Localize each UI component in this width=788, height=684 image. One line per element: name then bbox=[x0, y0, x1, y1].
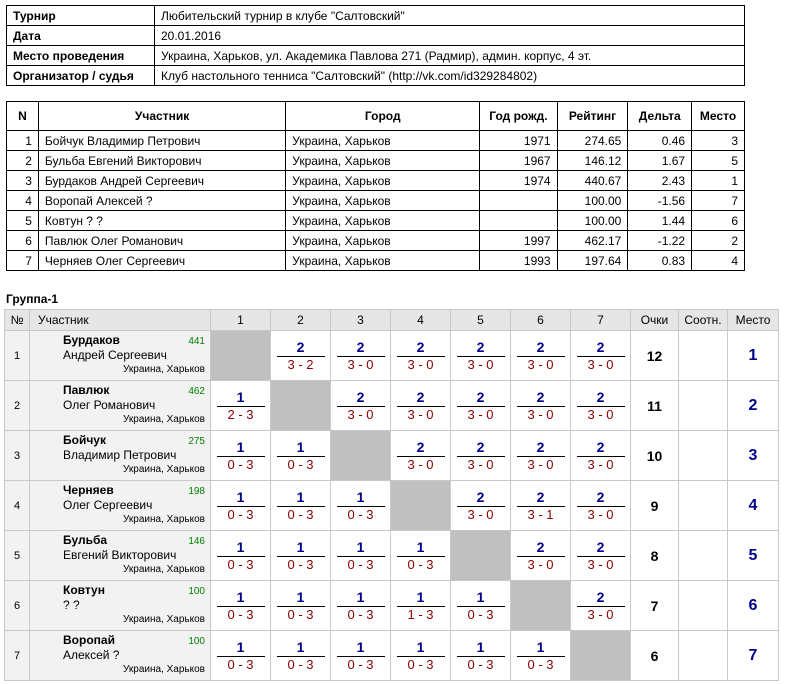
match-score: 3 - 0 bbox=[527, 357, 554, 373]
player-last-name: Бульба bbox=[63, 533, 108, 547]
match-cell bbox=[511, 381, 571, 431]
info-row bbox=[7, 26, 745, 46]
self-cell bbox=[211, 331, 271, 381]
sootn-cell bbox=[679, 531, 728, 581]
group-header-opponent: 4 bbox=[391, 310, 451, 331]
match-points: 1 bbox=[356, 488, 365, 505]
player-last-name: Ковтун bbox=[63, 583, 105, 597]
match-cell bbox=[511, 531, 571, 581]
match-points: 1 bbox=[356, 638, 365, 655]
match-points: 1 bbox=[356, 538, 365, 555]
participant-cell: 274.65 bbox=[557, 131, 628, 151]
participant-cell: 462.17 bbox=[557, 231, 628, 251]
match-score: 0 - 3 bbox=[527, 657, 554, 673]
match-points: 2 bbox=[596, 488, 605, 505]
group-title: Группа-1 bbox=[6, 292, 59, 306]
match-score: 3 - 0 bbox=[587, 407, 614, 423]
player-rating: 462 bbox=[188, 386, 205, 397]
match-score: 3 - 0 bbox=[347, 357, 374, 373]
participant-cell: Украина, Харьков bbox=[286, 211, 480, 231]
match-cell bbox=[271, 431, 331, 481]
player-rating: 146 bbox=[188, 536, 205, 547]
final-place: 7 bbox=[728, 631, 779, 681]
match-cell bbox=[391, 531, 451, 581]
total-points: 8 bbox=[631, 531, 679, 581]
match-cell bbox=[391, 581, 451, 631]
participant-row bbox=[7, 211, 745, 231]
participant-cell: 1974 bbox=[480, 171, 557, 191]
participant-cell: -1.56 bbox=[628, 191, 692, 211]
match-points: 2 bbox=[356, 338, 365, 355]
total-points: 6 bbox=[631, 631, 679, 681]
participant-cell: Украина, Харьков bbox=[286, 131, 480, 151]
self-cell bbox=[271, 381, 331, 431]
group-row bbox=[5, 381, 779, 431]
participant-cell: Павлюк Олег Романович bbox=[38, 231, 285, 251]
player-first-name: Евгений Викторович bbox=[63, 548, 177, 562]
info-row bbox=[7, 46, 745, 66]
group-row bbox=[5, 631, 779, 681]
match-points: 2 bbox=[536, 488, 545, 505]
player-last-name: Воропай bbox=[63, 633, 115, 647]
match-score: 0 - 3 bbox=[407, 657, 434, 673]
sootn-cell bbox=[679, 581, 728, 631]
participant-cell bbox=[480, 211, 557, 231]
match-cell bbox=[511, 431, 571, 481]
match-points: 2 bbox=[596, 588, 605, 605]
match-score: 3 - 0 bbox=[587, 557, 614, 573]
match-points: 2 bbox=[476, 388, 485, 405]
player-rating: 275 bbox=[188, 436, 205, 447]
participant-row bbox=[7, 231, 745, 251]
match-score: 3 - 0 bbox=[587, 357, 614, 373]
player-city: Украина, Харьков bbox=[123, 464, 205, 475]
match-score: 3 - 1 bbox=[527, 507, 554, 523]
player-city: Украина, Харьков bbox=[123, 664, 205, 675]
match-score: 3 - 0 bbox=[467, 407, 494, 423]
match-score: 3 - 0 bbox=[407, 407, 434, 423]
match-points: 1 bbox=[296, 488, 305, 505]
participant-cell: Украина, Харьков bbox=[286, 251, 480, 271]
player-rating: 198 bbox=[188, 486, 205, 497]
participant-cell: 6 bbox=[7, 231, 39, 251]
match-cell bbox=[331, 531, 391, 581]
participant-row bbox=[7, 131, 745, 151]
match-score: 1 - 3 bbox=[407, 607, 434, 623]
group-header-points: Очки bbox=[631, 310, 679, 331]
match-score: 0 - 3 bbox=[227, 657, 254, 673]
match-points: 1 bbox=[236, 538, 245, 555]
participants-column-header: N bbox=[7, 102, 39, 131]
participant-cell: Воропай Алексей ? bbox=[38, 191, 285, 211]
match-points: 2 bbox=[596, 538, 605, 555]
participant-row bbox=[7, 251, 745, 271]
participant-cell: 6 bbox=[692, 211, 745, 231]
match-cell bbox=[451, 331, 511, 381]
tournament-info-table bbox=[6, 5, 745, 86]
player-rating: 100 bbox=[188, 586, 205, 597]
match-cell bbox=[391, 381, 451, 431]
participant-cell: 5 bbox=[7, 211, 39, 231]
match-cell bbox=[571, 381, 631, 431]
group-header-num: № bbox=[5, 310, 30, 331]
match-score: 3 - 0 bbox=[347, 407, 374, 423]
match-points: 1 bbox=[236, 588, 245, 605]
row-number: 4 bbox=[5, 481, 30, 531]
info-key: Турнир bbox=[7, 6, 155, 26]
sootn-cell bbox=[679, 381, 728, 431]
match-score: 0 - 3 bbox=[287, 607, 314, 623]
match-score: 0 - 3 bbox=[227, 607, 254, 623]
match-score: 0 - 3 bbox=[287, 507, 314, 523]
match-points: 2 bbox=[536, 388, 545, 405]
match-score: 0 - 3 bbox=[407, 557, 434, 573]
match-points: 2 bbox=[416, 338, 425, 355]
participant-row bbox=[7, 191, 745, 211]
match-score: 0 - 3 bbox=[287, 457, 314, 473]
match-score: 0 - 3 bbox=[467, 607, 494, 623]
participant-cell: 1993 bbox=[480, 251, 557, 271]
match-points: 1 bbox=[236, 638, 245, 655]
player-cell bbox=[30, 381, 211, 431]
match-score: 3 - 0 bbox=[467, 457, 494, 473]
group-header-sootn: Соотн. bbox=[679, 310, 728, 331]
player-first-name: Владимир Петрович bbox=[63, 448, 177, 462]
participants-column-header: Место bbox=[692, 102, 745, 131]
participant-cell: 440.67 bbox=[557, 171, 628, 191]
player-rating: 100 bbox=[188, 636, 205, 647]
participant-cell: Украина, Харьков bbox=[286, 151, 480, 171]
match-cell bbox=[211, 481, 271, 531]
participant-cell: 0.83 bbox=[628, 251, 692, 271]
participant-row bbox=[7, 151, 745, 171]
match-score: 3 - 2 bbox=[287, 357, 314, 373]
player-city: Украина, Харьков bbox=[123, 414, 205, 425]
participant-cell: Украина, Харьков bbox=[286, 231, 480, 251]
match-points: 1 bbox=[236, 388, 245, 405]
info-row bbox=[7, 66, 745, 86]
participant-cell: 146.12 bbox=[557, 151, 628, 171]
player-cell bbox=[30, 481, 211, 531]
match-points: 2 bbox=[476, 488, 485, 505]
participant-cell: 2 bbox=[7, 151, 39, 171]
player-last-name: Бурдаков bbox=[63, 333, 120, 347]
group-row bbox=[5, 431, 779, 481]
sootn-cell bbox=[679, 631, 728, 681]
player-first-name: Алексей ? bbox=[63, 648, 120, 662]
participant-cell: Украина, Харьков bbox=[286, 191, 480, 211]
row-number: 1 bbox=[5, 331, 30, 381]
participants-column-header: Рейтинг bbox=[557, 102, 628, 131]
match-cell bbox=[211, 581, 271, 631]
player-last-name: Бойчук bbox=[63, 433, 106, 447]
match-cell bbox=[571, 431, 631, 481]
match-points: 2 bbox=[596, 388, 605, 405]
participants-column-header: Дельта bbox=[628, 102, 692, 131]
participant-cell: Ковтун ? ? bbox=[38, 211, 285, 231]
participant-cell: 1967 bbox=[480, 151, 557, 171]
match-points: 2 bbox=[536, 338, 545, 355]
match-score: 3 - 0 bbox=[527, 407, 554, 423]
player-cell bbox=[30, 531, 211, 581]
group-row bbox=[5, 581, 779, 631]
group-header-opponent: 6 bbox=[511, 310, 571, 331]
total-points: 11 bbox=[631, 381, 679, 431]
info-value: Любительский турнир в клубе "Салтовский" bbox=[155, 6, 745, 26]
match-cell bbox=[571, 531, 631, 581]
match-cell bbox=[451, 431, 511, 481]
row-number: 7 bbox=[5, 631, 30, 681]
match-cell bbox=[211, 531, 271, 581]
player-cell bbox=[30, 331, 211, 381]
self-cell bbox=[511, 581, 571, 631]
final-place: 2 bbox=[728, 381, 779, 431]
match-score: 0 - 3 bbox=[347, 657, 374, 673]
group-header-place: Место bbox=[728, 310, 779, 331]
match-score: 0 - 3 bbox=[347, 507, 374, 523]
total-points: 7 bbox=[631, 581, 679, 631]
match-cell bbox=[271, 531, 331, 581]
match-score: 0 - 3 bbox=[227, 457, 254, 473]
participant-cell: 2.43 bbox=[628, 171, 692, 191]
participant-cell: Бульба Евгений Викторович bbox=[38, 151, 285, 171]
group-row bbox=[5, 331, 779, 381]
match-points: 2 bbox=[596, 438, 605, 455]
match-cell bbox=[571, 581, 631, 631]
match-cell bbox=[451, 381, 511, 431]
match-score: 0 - 3 bbox=[467, 657, 494, 673]
match-cell bbox=[331, 581, 391, 631]
match-points: 2 bbox=[476, 338, 485, 355]
match-score: 0 - 3 bbox=[347, 607, 374, 623]
participant-cell: Украина, Харьков bbox=[286, 171, 480, 191]
match-cell bbox=[511, 481, 571, 531]
player-first-name: Олег Романович bbox=[63, 398, 156, 412]
match-points: 2 bbox=[416, 388, 425, 405]
participant-cell: 1.67 bbox=[628, 151, 692, 171]
match-points: 1 bbox=[476, 638, 485, 655]
match-points: 2 bbox=[356, 388, 365, 405]
group-header-player: Участник bbox=[30, 310, 211, 331]
info-key: Организатор / судья bbox=[7, 66, 155, 86]
total-points: 10 bbox=[631, 431, 679, 481]
participant-cell: 5 bbox=[692, 151, 745, 171]
match-score: 3 - 0 bbox=[587, 457, 614, 473]
player-rating: 441 bbox=[188, 336, 205, 347]
match-points: 2 bbox=[536, 538, 545, 555]
participant-cell: 197.64 bbox=[557, 251, 628, 271]
player-first-name: ? ? bbox=[63, 598, 80, 612]
match-points: 1 bbox=[236, 438, 245, 455]
sootn-cell bbox=[679, 481, 728, 531]
participant-cell: -1.22 bbox=[628, 231, 692, 251]
participant-cell: 1.44 bbox=[628, 211, 692, 231]
match-cell bbox=[571, 331, 631, 381]
participant-cell: 7 bbox=[692, 191, 745, 211]
match-score: 3 - 0 bbox=[407, 457, 434, 473]
participant-cell: 1 bbox=[692, 171, 745, 191]
match-score: 2 - 3 bbox=[227, 407, 254, 423]
participant-cell: 7 bbox=[7, 251, 39, 271]
info-value: 20.01.2016 bbox=[155, 26, 745, 46]
info-key: Дата bbox=[7, 26, 155, 46]
player-cell bbox=[30, 631, 211, 681]
match-points: 2 bbox=[416, 438, 425, 455]
player-first-name: Олег Сергеевич bbox=[63, 498, 153, 512]
info-value: Клуб настольного тенниса "Салтовский" (http://vk.com/id329284802) bbox=[155, 66, 745, 86]
match-points: 1 bbox=[416, 638, 425, 655]
match-cell bbox=[211, 381, 271, 431]
match-cell bbox=[451, 631, 511, 681]
match-points: 1 bbox=[356, 588, 365, 605]
final-place: 6 bbox=[728, 581, 779, 631]
match-points: 1 bbox=[296, 588, 305, 605]
match-cell bbox=[271, 581, 331, 631]
match-points: 2 bbox=[476, 438, 485, 455]
participant-cell: Бойчук Владимир Петрович bbox=[38, 131, 285, 151]
participants-column-header: Год рожд. bbox=[480, 102, 557, 131]
participant-cell: 4 bbox=[7, 191, 39, 211]
group-header-opponent: 3 bbox=[331, 310, 391, 331]
match-points: 1 bbox=[416, 588, 425, 605]
match-cell bbox=[391, 631, 451, 681]
final-place: 3 bbox=[728, 431, 779, 481]
participants-column-header: Город bbox=[286, 102, 480, 131]
match-score: 3 - 0 bbox=[527, 557, 554, 573]
match-points: 1 bbox=[296, 638, 305, 655]
participant-cell: 3 bbox=[7, 171, 39, 191]
match-score: 3 - 0 bbox=[527, 457, 554, 473]
self-cell bbox=[451, 531, 511, 581]
info-value: Украина, Харьков, ул. Академика Павлова 271 (Радмир), админ. корпус, 4 эт. bbox=[155, 46, 745, 66]
participants-header-row bbox=[7, 102, 745, 131]
participant-cell: 100.00 bbox=[557, 211, 628, 231]
player-city: Украина, Харьков bbox=[123, 514, 205, 525]
match-cell bbox=[511, 331, 571, 381]
match-points: 1 bbox=[296, 438, 305, 455]
participant-cell: 4 bbox=[692, 251, 745, 271]
player-cell bbox=[30, 431, 211, 481]
info-key: Место проведения bbox=[7, 46, 155, 66]
group-row bbox=[5, 531, 779, 581]
match-score: 3 - 0 bbox=[467, 507, 494, 523]
total-points: 9 bbox=[631, 481, 679, 531]
participant-cell: 100.00 bbox=[557, 191, 628, 211]
player-last-name: Черняев bbox=[63, 483, 114, 497]
player-city: Украина, Харьков bbox=[123, 614, 205, 625]
self-cell bbox=[571, 631, 631, 681]
participant-cell bbox=[480, 191, 557, 211]
match-cell bbox=[271, 631, 331, 681]
participant-cell: Черняев Олег Сергеевич bbox=[38, 251, 285, 271]
player-cell bbox=[30, 581, 211, 631]
match-cell bbox=[451, 581, 511, 631]
group-row bbox=[5, 481, 779, 531]
match-points: 2 bbox=[596, 338, 605, 355]
participant-cell: 1997 bbox=[480, 231, 557, 251]
match-cell bbox=[211, 631, 271, 681]
sootn-cell bbox=[679, 331, 728, 381]
info-row bbox=[7, 6, 745, 26]
self-cell bbox=[391, 481, 451, 531]
group-header-opponent: 2 bbox=[271, 310, 331, 331]
match-points: 2 bbox=[536, 438, 545, 455]
participant-cell: 1 bbox=[7, 131, 39, 151]
match-score: 0 - 3 bbox=[347, 557, 374, 573]
final-place: 1 bbox=[728, 331, 779, 381]
match-cell bbox=[271, 331, 331, 381]
match-cell bbox=[331, 331, 391, 381]
match-cell bbox=[391, 431, 451, 481]
participant-cell: 0.46 bbox=[628, 131, 692, 151]
match-cell bbox=[331, 631, 391, 681]
participants-column-header: Участник bbox=[38, 102, 285, 131]
participants-table bbox=[6, 101, 745, 271]
participant-cell: Бурдаков Андрей Сергеевич bbox=[38, 171, 285, 191]
match-cell bbox=[571, 481, 631, 531]
match-score: 0 - 3 bbox=[227, 507, 254, 523]
match-points: 1 bbox=[536, 638, 545, 655]
participant-cell: 3 bbox=[692, 131, 745, 151]
group-header-row bbox=[5, 310, 779, 331]
match-score: 0 - 3 bbox=[287, 657, 314, 673]
match-score: 3 - 0 bbox=[407, 357, 434, 373]
match-points: 1 bbox=[476, 588, 485, 605]
player-first-name: Андрей Сергеевич bbox=[63, 348, 167, 362]
match-cell bbox=[271, 481, 331, 531]
row-number: 5 bbox=[5, 531, 30, 581]
player-city: Украина, Харьков bbox=[123, 364, 205, 375]
group-header-opponent: 5 bbox=[451, 310, 511, 331]
self-cell bbox=[331, 431, 391, 481]
group-header-opponent: 7 bbox=[571, 310, 631, 331]
match-score: 3 - 0 bbox=[467, 357, 494, 373]
group-header-opponent: 1 bbox=[211, 310, 271, 331]
match-points: 1 bbox=[236, 488, 245, 505]
participant-cell: 2 bbox=[692, 231, 745, 251]
final-place: 5 bbox=[728, 531, 779, 581]
match-points: 2 bbox=[296, 338, 305, 355]
match-points: 1 bbox=[416, 538, 425, 555]
match-points: 1 bbox=[296, 538, 305, 555]
match-score: 3 - 0 bbox=[587, 607, 614, 623]
sootn-cell bbox=[679, 431, 728, 481]
row-number: 6 bbox=[5, 581, 30, 631]
participant-row bbox=[7, 171, 745, 191]
match-cell bbox=[511, 631, 571, 681]
player-last-name: Павлюк bbox=[63, 383, 110, 397]
total-points: 12 bbox=[631, 331, 679, 381]
player-city: Украина, Харьков bbox=[123, 564, 205, 575]
match-score: 0 - 3 bbox=[227, 557, 254, 573]
participant-cell: 1971 bbox=[480, 131, 557, 151]
group-results-table bbox=[4, 309, 779, 681]
match-cell bbox=[211, 431, 271, 481]
match-cell bbox=[331, 381, 391, 431]
row-number: 2 bbox=[5, 381, 30, 431]
final-place: 4 bbox=[728, 481, 779, 531]
match-cell bbox=[331, 481, 391, 531]
row-number: 3 bbox=[5, 431, 30, 481]
match-score: 3 - 0 bbox=[587, 507, 614, 523]
match-score: 0 - 3 bbox=[287, 557, 314, 573]
match-cell bbox=[391, 331, 451, 381]
match-cell bbox=[451, 481, 511, 531]
